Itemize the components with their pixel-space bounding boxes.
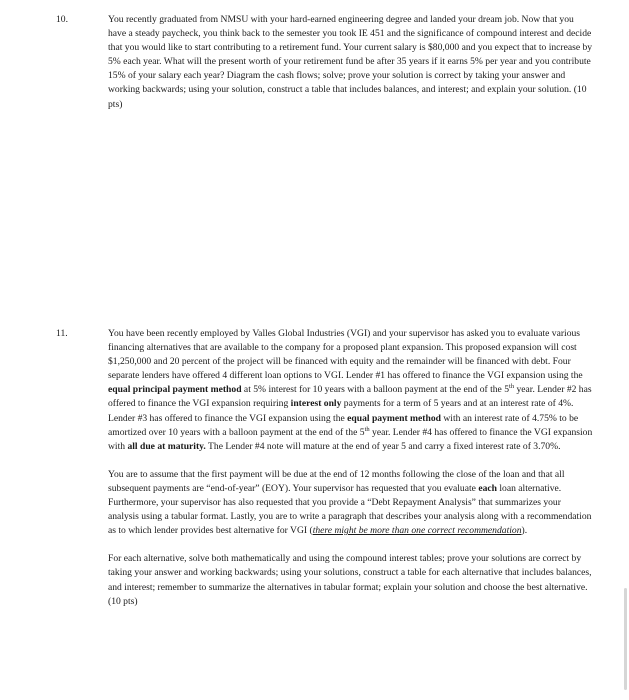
text-run: You have been recently employed by Valles Global Industries (VGI) and your supervisor has asked you to evaluate various financing alternatives that are available to the company for a proposed plant expansion. This proposed expansion will cost $1,250,000 and 20 percent of the project will be financed with equity and the remainder will be financed with debt. Four separate lenders have offered 4 different loan options to VGI. Lender #1 has offered to finance the VGI expansion using the <box>108 328 583 382</box>
question-10-text <box>56 13 594 112</box>
bold-term: equal principal payment method <box>108 384 242 396</box>
question-10 <box>56 13 594 112</box>
text-run: For each alternative, solve both mathematically and using the compound interest tables; prove your solutions are correct by taking your answer and working backwards; using your solutions, construct a table for each alternative that includes balances, and interest; remember to summarize the alternatives in tabular format; explain your solution and choose the best alternative. (10 pts) <box>108 553 592 607</box>
question-11-paragraph-2 <box>82 468 594 538</box>
scrollbar[interactable] <box>624 588 627 690</box>
question-11 <box>56 327 594 609</box>
text-run: at 5% interest for 10 years with a balloon payment at the end of the 5 <box>241 384 510 396</box>
bold-term: each <box>478 482 497 494</box>
text-run: with an interest rate of 4.75% to be amortized over 10 years with a balloon payment at the end of the 5 <box>108 412 579 438</box>
bold-term: interest only <box>290 398 342 410</box>
question-number: 10. <box>56 14 68 25</box>
text-run: The Lender #4 note will mature at the end of year 5 and carry a fixed interest rate of 3.70%. <box>205 440 561 452</box>
emphasis-note: there might be more than one correct recommendation <box>312 525 522 537</box>
question-body: You recently graduated from NMSU with your hard-earned engineering degree and landed your dream job. Now that you have a steady paycheck, you think back to the semester you took IE 451 and the significance of compound interest and decide that you would like to start contributing to a retirement fund. Your current salary is $80,000 and you expect that to increase by 5% each year. What will the present worth of your retirement fund be after 35 years if it earns 5% per year and you contribute 15% of your salary each year? Diagram the cash flows; solve; prove your solution is correct by taking your answer and working backwards; using your solution, construct a table that includes balances, and interest; and explain your solution. (10 pts) <box>108 14 593 110</box>
text-run: year. Lender #4 has offered to finance the VGI expansion with <box>108 426 593 452</box>
question-11-paragraph-3 <box>82 552 594 608</box>
question-number: 11. <box>56 328 68 339</box>
text-run: ). <box>521 525 528 537</box>
bold-term: all due at maturity. <box>127 440 206 452</box>
superscript: th <box>364 425 370 433</box>
text-run: You are to assume that the first payment will be due at the end of 12 months following the close of the loan and that all subsequent payments are “end-of-year” (EOY). Your supervisor has requested that you evaluate <box>108 468 565 494</box>
text-run: year. Lender #2 has offered to finance the VGI expansion requiring <box>108 384 592 410</box>
superscript: th <box>509 383 515 391</box>
bold-term: equal payment method <box>347 412 441 424</box>
text-run: loan alternative. Furthermore, your supervisor has also requested that you provide a “Debt Repayment Analysis” that summarizes your analysis using a tabular format. Lastly, you are to write a paragraph that describes your analysis along with a recommendation as to which lender provides best alternative for VGI ( <box>108 482 592 537</box>
text-run: payments for a term of 5 years and at an interest rate of 4%. Lender #3 has offered to finance the VGI expansion using the <box>108 398 574 424</box>
question-11-paragraph-1 <box>56 327 594 454</box>
